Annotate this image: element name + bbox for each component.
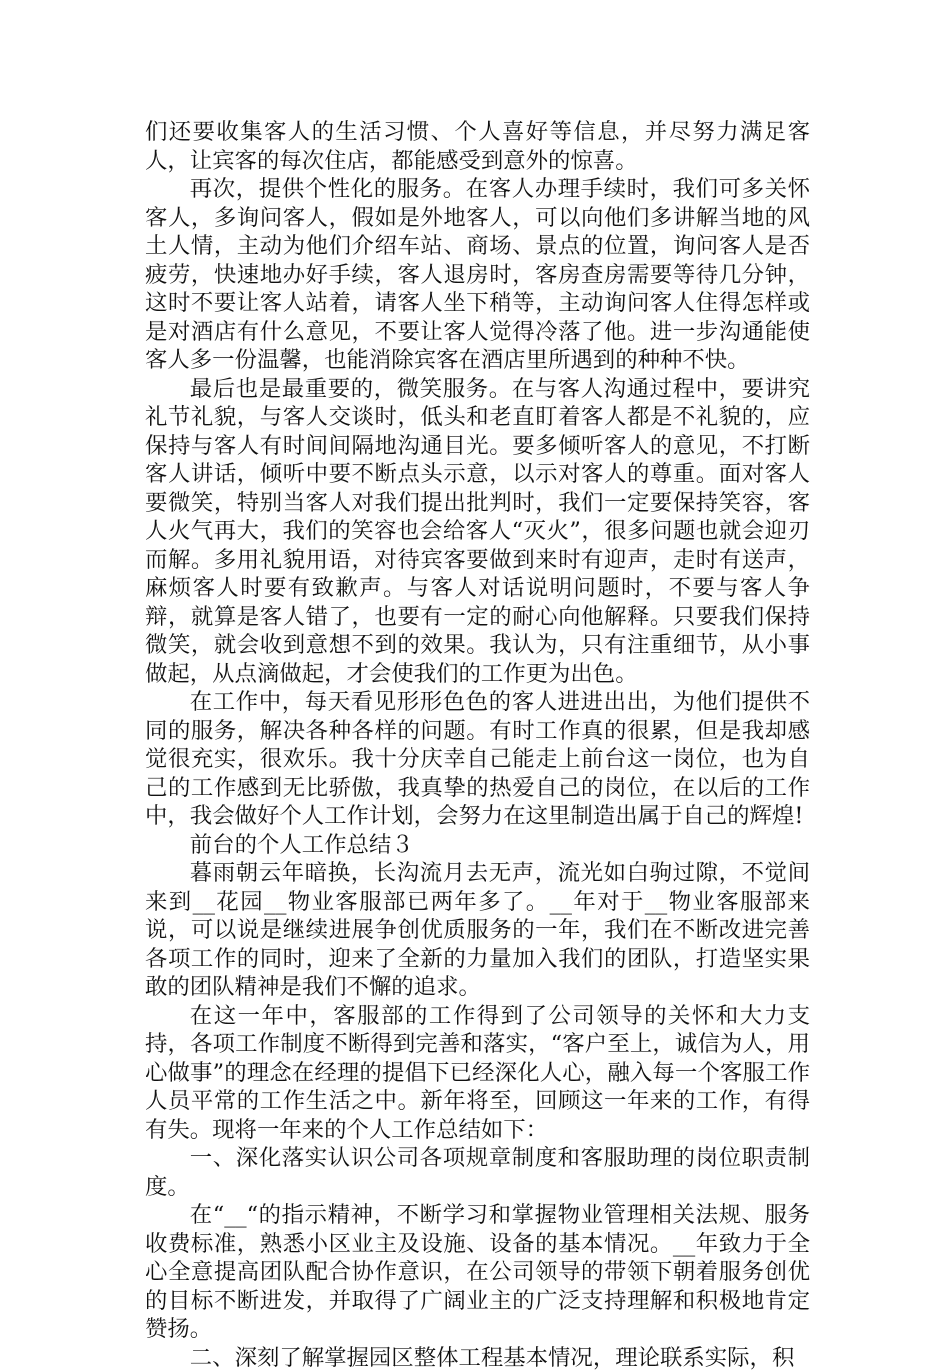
paragraph-continuation: 们还要收集客人的生活习惯、个人喜好等信息，并尽努力满足客人，让宾客的每次住店，都能感受到意外的惊喜。 — [145, 118, 810, 175]
paragraph-intro: 暮雨朝云年暗换，长沟流月去无声，流光如白驹过隙，不觉间来到__花园__物业客服部已两年多了。__年对于__物业客服部来说，可以说是继续进展争创优质服务的一年，我们在不断改进完善各项工作的同时，迎来了全新的力量加入我们的团队，打造坚实果敢的团队精神是我们不懈的追求。 — [145, 859, 810, 1002]
section-heading: 前台的个人工作总结３ — [145, 831, 810, 860]
paragraph-smile-service: 最后也是最重要的，微笑服务。在与客人沟通过程中，要讲究礼节礼貌，与客人交谈时，低头和老直盯着客人都是不礼貌的，应保持与客人有时间间隔地沟通目光。要多倾听客人的意见，不打断客人讲话，倾听中要不断点头示意，以示对客人的尊重。面对客人要微笑，特别当客人对我们提出批判时，我们一定要保持笑容，客人火气再大，我们的笑容也会给客人“灭火”，很多问题也就会迎刃而解。多用礼貌用语，对待宾客要做到来时有迎声，走时有送声，麻烦客人时要有致歉声。与客人对话说明问题时，不要与客人争辩，就算是客人错了，也要有一定的耐心向他解释。只要我们保持微笑，就会收到意想不到的效果。我认为，只有注重细节，从小事做起，从点滴做起，才会使我们的工作更为出色。 — [145, 375, 810, 689]
paragraph-personalized-service: 再次，提供个性化的服务。在客人办理手续时，我们可多关怀客人，多询问客人，假如是外地客人，可以向他们多讲解当地的风土人情，主动为他们介绍车站、商场、景点的位置，询问客人是否疲劳，快速地办好手续，客人退房时，客房查房需要等待几分钟，这时不要让客人站着，请客人坐下稍等，主动询问客人住得怎样或是对酒店有什么意见，不要让客人觉得冷落了他。进一步沟通能使客人多一份温馨，也能消除宾客在酒店里所遇到的种种不快。 — [145, 175, 810, 375]
paragraph-item-one-body: 在“__“的指示精神，不断学习和掌握物业管理相关法规、服务收费标准，熟悉小区业主及设施、设备的基本情况。__年致力于全心全意提高团队配合协作意识，在公司领导的带领下朝着服务创优的目标不断进发，并取得了广阔业主的广泛支持理解和积极地肯定赞扬。 — [145, 1201, 810, 1344]
paragraph-item-one-title: 一、深化落实认识公司各项规章制度和客服助理的岗位职责制度。 — [145, 1144, 810, 1201]
paragraph-work-reflection: 在工作中，每天看见形形色色的客人进进出出，为他们提供不同的服务，解决各种各样的问题。有时工作真的很累，但是我却感觉很充实，很欢乐。我十分庆幸自己能走上前台这一岗位，也为自己的工作感到无比骄傲，我真挚的热爱自己的岗位，在以后的工作中，我会做好个人工作计划，会努力在这里制造出属于自己的辉煌! — [145, 688, 810, 831]
paragraph-year-review: 在这一年中，客服部的工作得到了公司领导的关怀和大力支持，各项工作制度不断得到完善和落实，“客户至上，诚信为人，用心做事”的理念在经理的提倡下已经深化人心，融入每一个客服工作人员平常的工作生活之中。新年将至，回顾这一年来的工作，有得有失。现将一年来的个人工作总结如下： — [145, 1002, 810, 1145]
paragraph-item-two-title: 二、深刻了解掌握园区整体工程基本情况，理论联系实际，积 — [145, 1344, 810, 1372]
body-text — [145, 118, 810, 1372]
